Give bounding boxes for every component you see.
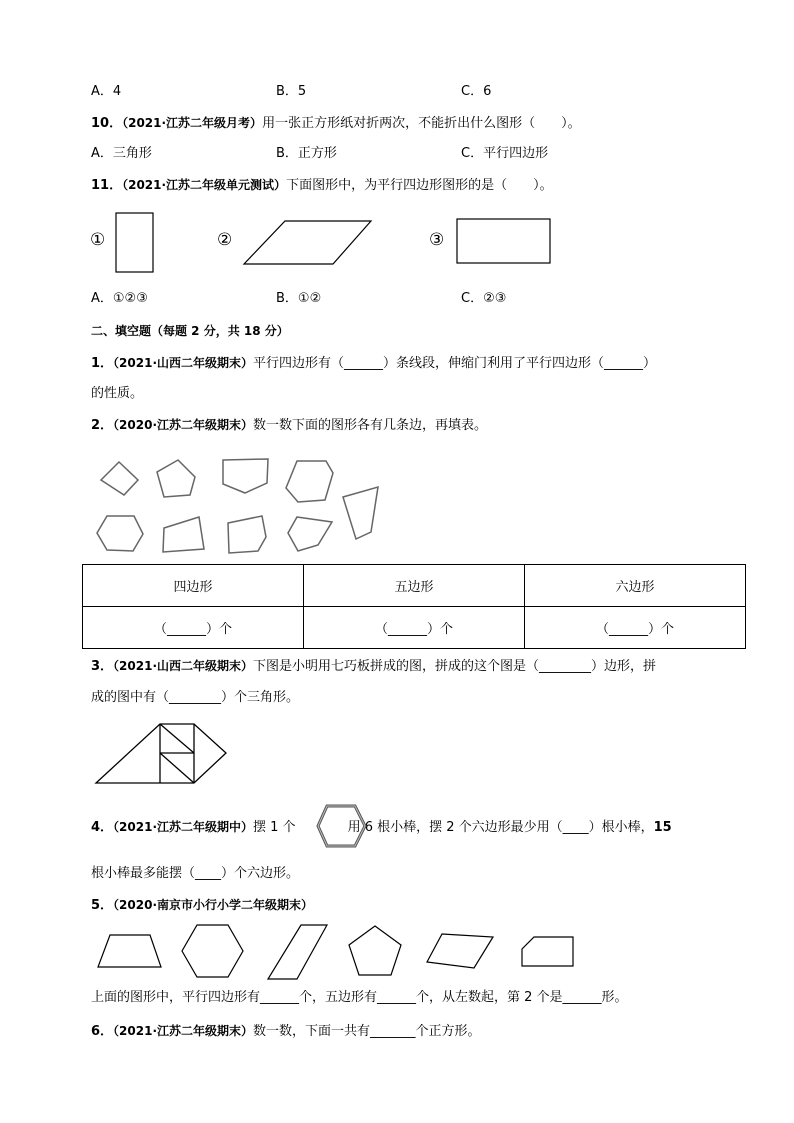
question-source: （2021·山西二年级期末） xyxy=(113,356,254,370)
fill-question-4-cont: 根小棒最多能摆（____）个六边形。 xyxy=(91,866,300,881)
question-text: 数一数，下面一共有_______个正方形。 xyxy=(253,1024,481,1039)
shape-pentagon-house xyxy=(522,937,573,966)
q9-option-b: B．5 xyxy=(276,84,307,99)
question-source: （2021·江苏二年级月考） xyxy=(122,116,263,130)
question-text: 下图是小明用七巧板拼成的图，拼成的这个图是（________）边形，拼 xyxy=(253,659,657,674)
fill-question-5-text: 上面的图形中，平行四边形有______个，五边形有______个，从左数起，第 2 个是______形。 xyxy=(91,990,628,1005)
q10-option-c: C．平行四边形 xyxy=(461,146,549,161)
question-number: 3． xyxy=(91,659,114,674)
question-text: 用 6 根小棒，摆 2 个六边形最少用（____）根小棒， xyxy=(347,820,654,835)
answer-cell[interactable]: （______）个 xyxy=(83,607,304,649)
question-text: 平行四边形有（______）条线段，伸缩门利用了平行四边形（______） xyxy=(253,356,657,371)
q10-option-a: A．三角形 xyxy=(91,146,152,161)
section-heading: 二、填空题（每题 2 分，共 18 分） xyxy=(91,324,289,338)
q9-option-a: A．4 xyxy=(91,84,122,99)
question-number: 10． xyxy=(91,116,123,131)
question-source: （2020·江苏二年级期末） xyxy=(113,418,254,432)
question-number: 1． xyxy=(91,356,114,371)
question-source: （2021·江苏二年级单元测试） xyxy=(122,178,287,192)
question-text: 15 xyxy=(653,820,672,835)
question-text: 数一数下面的图形各有几条边，再填表。 xyxy=(253,418,488,433)
question-number: 2． xyxy=(91,418,114,433)
q11-option-c: C．②③ xyxy=(461,291,507,306)
answer-cell[interactable]: （______）个 xyxy=(525,607,746,649)
question-text: 摆 1 个 xyxy=(253,820,296,835)
table-header: 六边形 xyxy=(525,565,746,607)
table-header: 五边形 xyxy=(304,565,525,607)
shape-trapezoid xyxy=(98,935,161,967)
fill-question-3-cont: 成的图中有（________）个三角形。 xyxy=(91,690,300,705)
question-source: （2020·南京市小行小学二年级期末） xyxy=(113,898,314,912)
question-source: （2021·江苏二年级期末） xyxy=(113,1024,254,1038)
figure-label-2: ② xyxy=(217,230,233,250)
shape-parallelogram-tilted xyxy=(427,934,493,968)
q9-option-c: C．6 xyxy=(461,84,492,99)
q10-option-b: B．正方形 xyxy=(276,146,337,161)
fill-question-6 xyxy=(91,1022,481,1041)
question-number: 5． xyxy=(91,898,114,913)
question-text: 下面图形中，为平行四边形图形的是（ ）。 xyxy=(286,178,553,193)
question-source: （2021·山西二年级期末） xyxy=(113,659,254,673)
shape-pentagon xyxy=(349,926,401,975)
shape-parallelogram-tall xyxy=(268,925,327,979)
question-number: 6． xyxy=(91,1024,114,1039)
answer-cell[interactable]: （______）个 xyxy=(304,607,525,649)
figure-label-1: ① xyxy=(90,230,106,250)
shape-hexagon xyxy=(182,925,243,977)
table-header: 四边形 xyxy=(83,565,304,607)
question-number: 11． xyxy=(91,178,123,193)
question-text: 用一张正方形纸对折两次，不能折出什么图形（ ）。 xyxy=(262,116,581,131)
question-number: 4． xyxy=(91,820,114,835)
question-source: （2021·江苏二年级期中） xyxy=(113,820,254,834)
figure-label-3: ③ xyxy=(429,230,445,250)
fill-question-1-cont: 的性质。 xyxy=(91,386,144,401)
q11-option-a: A．①②③ xyxy=(91,291,148,306)
q11-option-b: B．①② xyxy=(276,291,322,306)
